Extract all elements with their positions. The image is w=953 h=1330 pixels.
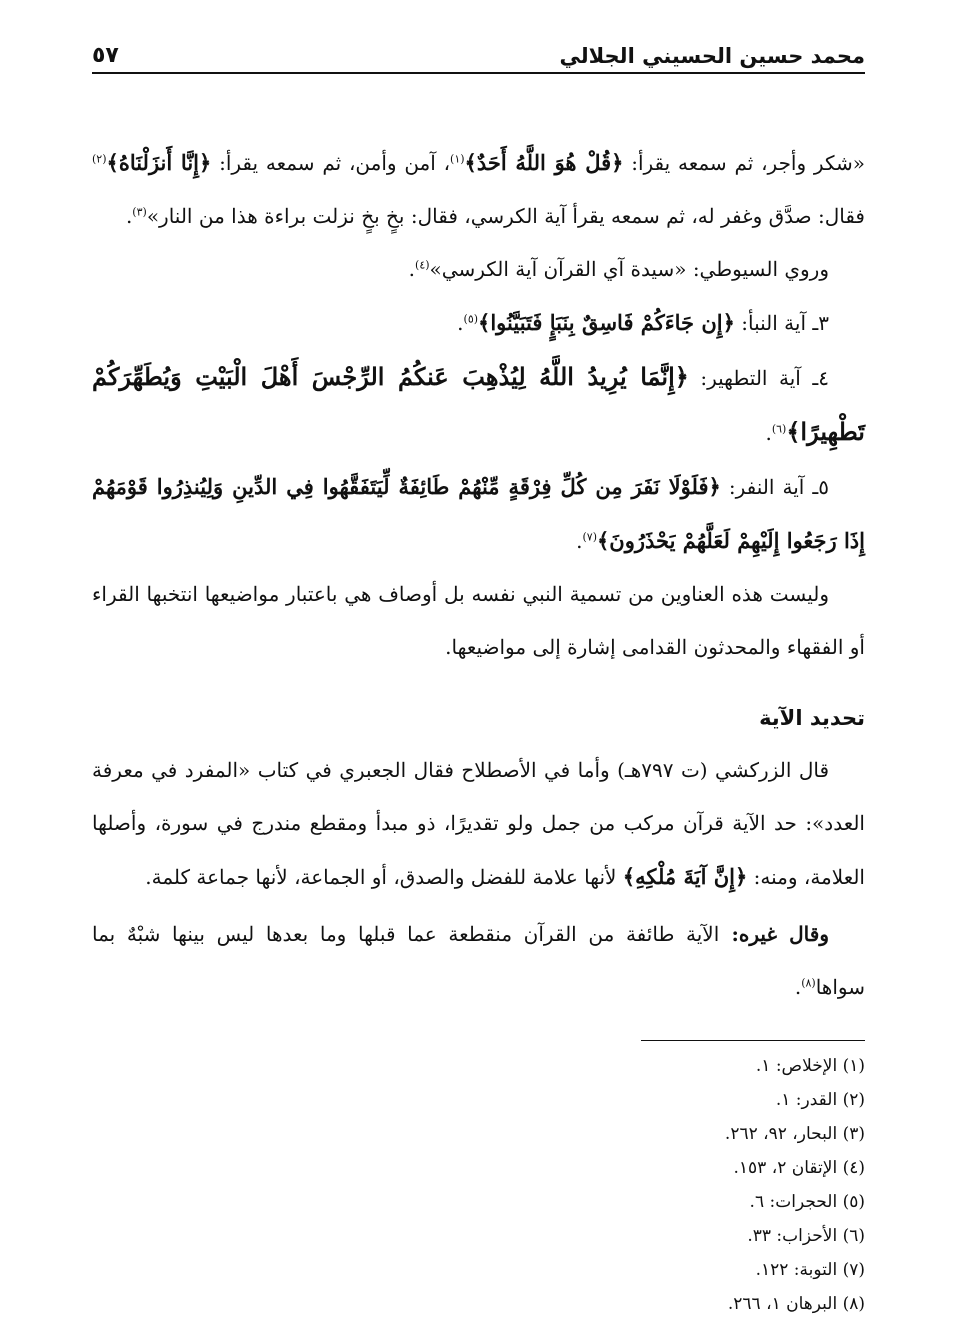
footnote-ref: (٧) — [582, 530, 597, 544]
text-run: . — [794, 975, 802, 999]
page-number: ٥٧ — [92, 43, 119, 68]
page-body — [92, 136, 865, 1014]
footnotes-list — [92, 1049, 865, 1321]
quran-verse: ﴿إِنَّ آيَةَ مُلْكِهِ﴾ — [622, 864, 748, 889]
text-run: وروي السيوطي: «سيدة آي القرآن آية الكرسي» — [429, 257, 829, 281]
footnote-ref: (٨) — [801, 976, 816, 990]
quran-verse: ﴿فَلَوْلَا نَفَرَ مِن كُلِّ فِرْقَةٍ مِّنْهُمْ طَائِفَةٌ لِّيَتَفَقَّهُوا فِي الدِّينِ وَلِيُنذِرُوا قَوْمَهُمْ إِذَا رَجَعُوا إِلَيْهِمْ لَعَلَّهُمْ يَحْذَرُونَ﴾ — [92, 474, 865, 553]
quran-verse: ﴿إِنَّمَا يُرِيدُ اللَّهُ لِيُذْهِبَ عَنكُمُ الرِّجْسَ أَهْلَ الْبَيْتِ وَيُطَهِّرَكُمْ تَطْهِيرًا﴾ — [92, 362, 865, 446]
quran-verse: ﴿إِن جَاءَكُمْ فَاسِقٌ بِنَبَإٍ فَتَبَيَّنُوا﴾ — [478, 310, 735, 335]
list-item-nafr — [92, 460, 865, 568]
paragraph-quote-continuation — [92, 136, 865, 243]
footnote-item: (٨) البرهان ١، ٢٦٦. — [727, 1294, 865, 1314]
paragraph-lead: وقال غيره: — [719, 922, 829, 946]
footnote-ref: (٥) — [463, 312, 479, 326]
footnote-ref: (٣) — [132, 205, 147, 219]
paragraph-other-definition — [92, 908, 865, 1014]
text-run: . — [408, 257, 416, 281]
footnote-item: (٥) الحجرات: ٦. — [749, 1192, 865, 1212]
page-header — [92, 28, 865, 74]
footnote-ref: (٦) — [771, 422, 787, 436]
footnote-ref: (٢) — [92, 152, 107, 166]
footnote-item: (٤) الإتقان ٢، ١٥٣. — [733, 1158, 865, 1178]
footnote-item: (٦) الأحزاب: ٣٣. — [747, 1226, 865, 1246]
footnote-item: (١) الإخلاص: ١. — [755, 1056, 865, 1076]
footnote-divider — [641, 1040, 865, 1041]
list-item-naba — [92, 296, 865, 350]
quran-verse: ﴿إِنَّا أَنزَلْنَاهُ﴾ — [106, 150, 212, 175]
text-run: «شكر وأجر، ثم سمعه يقرأ: — [623, 151, 865, 175]
text-run: . — [457, 311, 464, 335]
footnote-item: (٧) التوبة: ١٢٢. — [755, 1260, 865, 1280]
paragraph-zarkashi — [92, 744, 865, 904]
footnote-item: (٢) القدر: ١. — [775, 1090, 865, 1110]
item-label: ٤ـ آية التطهير: — [688, 366, 829, 390]
text-run: . — [125, 204, 133, 228]
running-head-author: محمد حسين الحسيني الجلالي — [559, 44, 865, 68]
text-run: . — [576, 529, 583, 553]
footnote-item: (٣) البحار، ٩٢، ٢٦٢. — [724, 1124, 865, 1144]
section-heading: تحديد الآية — [759, 706, 865, 730]
paragraph-titles-note: وليست هذه العناوين من تسمية النبي نفسه بل أوصاف هي باعتبار مواضيعها انتخبها القراء أو الفقهاء والمحدثون القدامى إشارة إلى مواضيعها. — [92, 582, 865, 659]
text-run: لأنها علامة للفضل والصدق، أو الجماعة، لأنها جماعة كلمة. — [145, 865, 623, 889]
text-run: قال الزركشي (ت ٧٩٧هـ) وأما في الأصطلاح فقال الجعبري في كتاب «المفرد في معرفة العدد»: حد الآية قرآن مركب من جمل ولو تقديرًا، ذو مبدأ ومقطع مندرج في سورة، وأصلها العلامة، ومنه: — [92, 758, 865, 889]
text-run: ، آمن وأمن، ثم سمعه يقرأ: — [211, 151, 451, 175]
footnote-ref: (١) — [450, 152, 465, 166]
text-run: . — [765, 421, 772, 445]
book-page — [92, 28, 865, 1321]
item-label: ٣ـ آية النبأ: — [734, 311, 829, 335]
quran-verse: ﴿قُلْ هُوَ اللَّهُ أَحَدٌ﴾ — [464, 150, 624, 175]
item-label: ٥ـ آية النفر: — [720, 475, 829, 499]
paragraph-suyuti — [92, 243, 865, 296]
text-run: فقال: صدَّق وغفر له، ثم سمعه يقرأ آية الكرسي، فقال: بخٍ بخٍ نزلت براءة هذا من النار» — [146, 204, 865, 228]
footnote-ref: (٤) — [415, 258, 430, 272]
list-item-tathir — [92, 350, 865, 460]
text-run: الآية طائفة من القرآن منقطعة عما قبلها وما بعدها ليس بينها شبْهٌ بما سواها — [92, 922, 865, 999]
